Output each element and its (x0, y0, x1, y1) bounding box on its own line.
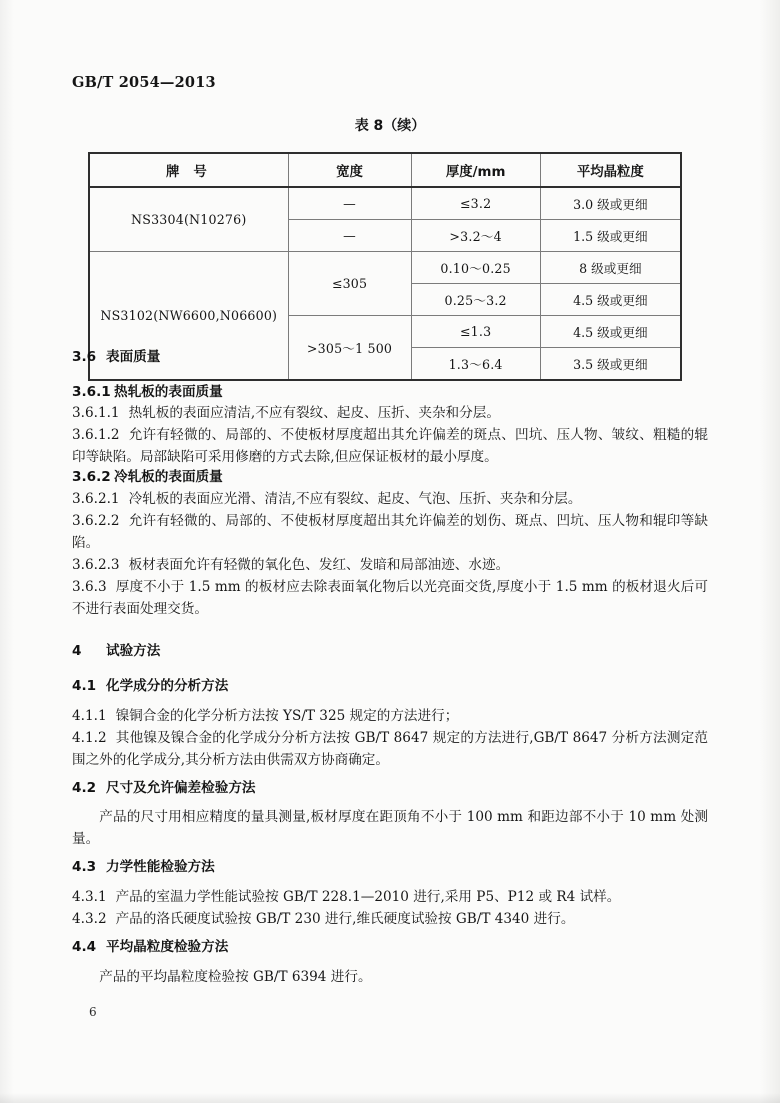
paragraph-4-3-2-number: 4.3.2 (72, 911, 107, 928)
paragraph-4-3-1-text: 产品的室温力学性能试验按 GB/T 228.1—2010 进行,采用 P5、P12 或 R4 试样。 (115, 889, 621, 906)
paragraph-3-6-1-2 (72, 424, 708, 468)
cell-grade: NS3102(NW6600,N06600) (89, 252, 288, 381)
paragraph-3-6-2-3-number: 3.6.2.3 (72, 557, 120, 574)
page-number: 6 (89, 1005, 97, 1019)
heading-4-3-title: 力学性能检验方法 (106, 859, 215, 876)
cell-avg-grain: 1.5 级或更细 (540, 220, 681, 252)
paragraph-3-6-3-text: 厚度不小于 1.5 mm 的板材应去除表面氧化物后以光亮面交货,厚度小于 1.5 mm 的板材退火后可不进行表面处理交货。 (72, 579, 708, 618)
heading-4-2 (72, 779, 708, 799)
paragraph-3-6-1-1-text: 热轧板的表面应清洁,不应有裂纹、起皮、压折、夹杂和分层。 (128, 405, 500, 422)
cell-avg-grain: 3.0 级或更细 (540, 187, 681, 220)
paragraph-4-3-2 (72, 908, 708, 930)
paragraph-4-1-2-number: 4.1.2 (72, 729, 107, 746)
paragraph-4-2: 产品的尺寸用相应精度的量具测量,板材厚度在距顶角不小于 100 mm 和距边部不小于 10 mm 处测量。 (72, 809, 708, 848)
paragraph-3-6-2-3-text: 板材表面允许有轻微的氧化色、发红、发暗和局部油迹、水迹。 (128, 557, 510, 574)
paragraph-4-1-1-text: 镍铜合金的化学分析方法按 YS/T 325 规定的方法进行； (115, 707, 459, 724)
heading-4-title: 试验方法 (106, 643, 161, 660)
table-header (89, 153, 681, 187)
paragraph-3-6-1-2-number: 3.6.1.2 (72, 427, 120, 444)
cell-avg-grain: 4.5 级或更细 (540, 284, 681, 316)
heading-3-6-2 (72, 468, 708, 488)
table-caption: 表 8（续） (354, 118, 426, 134)
table-header-row (89, 153, 681, 187)
paragraph-3-6-1-1-number: 3.6.1.1 (72, 405, 120, 422)
heading-4-4 (72, 938, 708, 958)
heading-4-4-title: 平均晶粒度检验方法 (106, 939, 229, 956)
paragraph-4-3-2-text: 产品的洛氏硬度试验按 GB/T 230 进行,维氏硬度试验按 GB/T 4340 进行。 (115, 911, 575, 928)
paragraph-4-3-1-number: 4.3.1 (72, 889, 107, 906)
document-body (72, 348, 708, 988)
column-header-avg-grain: 平均晶粒度 (540, 153, 681, 187)
heading-4-3 (72, 858, 708, 878)
table-row (89, 252, 681, 284)
cell-avg-grain: 4.5 级或更细 (540, 316, 681, 348)
heading-3-6-1-title: 热轧板的表面质量 (114, 383, 223, 400)
heading-3-6-1-number: 3.6.1 (72, 383, 111, 400)
paragraph-4-1-1 (72, 705, 708, 727)
paragraph-4-1-2-text: 其他镍及镍合金的化学成分分析方法按 GB/T 8647 规定的方法进行,GB/T 8647 分析方法测定范围之外的化学成分,其分析方法由供需双方协商确定。 (72, 729, 708, 768)
cell-avg-grain: 3.5 级或更细 (540, 348, 681, 381)
heading-4-1-number: 4.1 (72, 677, 97, 694)
paragraph-3-6-3-number: 3.6.3 (72, 579, 107, 596)
table-row (89, 187, 681, 220)
heading-3-6 (72, 348, 708, 368)
cell-width: >305～1 500 (288, 316, 411, 381)
heading-4-1 (72, 677, 708, 697)
cell-grade: NS3304(N10276) (89, 187, 288, 252)
standard-code-header: GB/T 2054—2013 (72, 74, 216, 91)
scan-edge-shadow (0, 1093, 780, 1103)
cell-width: ≤305 (288, 252, 411, 316)
paragraph-4-3-1 (72, 886, 708, 908)
heading-3-6-number: 3.6 (72, 349, 97, 365)
paragraph-3-6-2-2 (72, 510, 708, 554)
cell-width: — (288, 220, 411, 252)
column-header-grade: 牌 号 (89, 153, 288, 187)
paragraph-4-1-2 (72, 727, 708, 771)
heading-4-4-number: 4.4 (72, 939, 97, 956)
heading-3-6-2-title: 冷轧板的表面质量 (114, 469, 223, 486)
paragraph-3-6-3 (72, 576, 708, 620)
paragraph-4-1-1-number: 4.1.1 (72, 707, 107, 724)
cell-thickness: >3.2～4 (411, 220, 540, 252)
cell-thickness: 0.25～3.2 (411, 284, 540, 316)
heading-3-6-title: 表面质量 (106, 349, 161, 365)
heading-3-6-2-number: 3.6.2 (72, 469, 111, 486)
paragraph-3-6-2-1-number: 3.6.2.1 (72, 491, 120, 508)
column-header-thickness: 厚度/mm (411, 153, 540, 187)
cell-thickness: ≤1.3 (411, 316, 540, 348)
cell-thickness: 0.10～0.25 (411, 252, 540, 284)
heading-4-2-title: 尺寸及允许偏差检验方法 (106, 779, 256, 796)
paragraph-3-6-2-3 (72, 554, 708, 576)
cell-width: — (288, 187, 411, 220)
paragraph-3-6-2-2-number: 3.6.2.2 (72, 513, 120, 530)
cell-thickness: ≤3.2 (411, 187, 540, 220)
heading-4 (72, 642, 708, 662)
paragraph-4-4: 产品的平均晶粒度检验按 GB/T 6394 进行。 (99, 968, 372, 985)
heading-4-1-title: 化学成分的分析方法 (106, 677, 229, 694)
heading-3-6-1 (72, 383, 708, 403)
grain-size-table (88, 152, 682, 381)
heading-4-2-number: 4.2 (72, 779, 97, 796)
paragraph-3-6-2-1-text: 冷轧板的表面应光滑、清洁,不应有裂纹、起皮、气泡、压折、夹杂和分层。 (128, 491, 582, 508)
heading-4-3-number: 4.3 (72, 859, 97, 876)
column-header-width: 宽度 (288, 153, 411, 187)
cell-thickness: 1.3～6.4 (411, 348, 540, 381)
paragraph-3-6-1-1 (72, 402, 708, 424)
cell-avg-grain: 8 级或更细 (540, 252, 681, 284)
paragraph-3-6-2-1 (72, 488, 708, 510)
paragraph-3-6-1-2-text: 允许有轻微的、局部的、不使板材厚度超出其允许偏差的斑点、凹坑、压人物、皱纹、粗糙的辊印等缺陷。局部缺陷可采用修磨的方式去除,但应保证板材的最小厚度。 (72, 427, 708, 466)
paragraph-3-6-2-2-text: 允许有轻微的、局部的、不使板材厚度超出其允许偏差的划伤、斑点、凹坑、压人物和辊印等缺陷。 (72, 513, 708, 552)
heading-4-number: 4 (72, 643, 82, 660)
